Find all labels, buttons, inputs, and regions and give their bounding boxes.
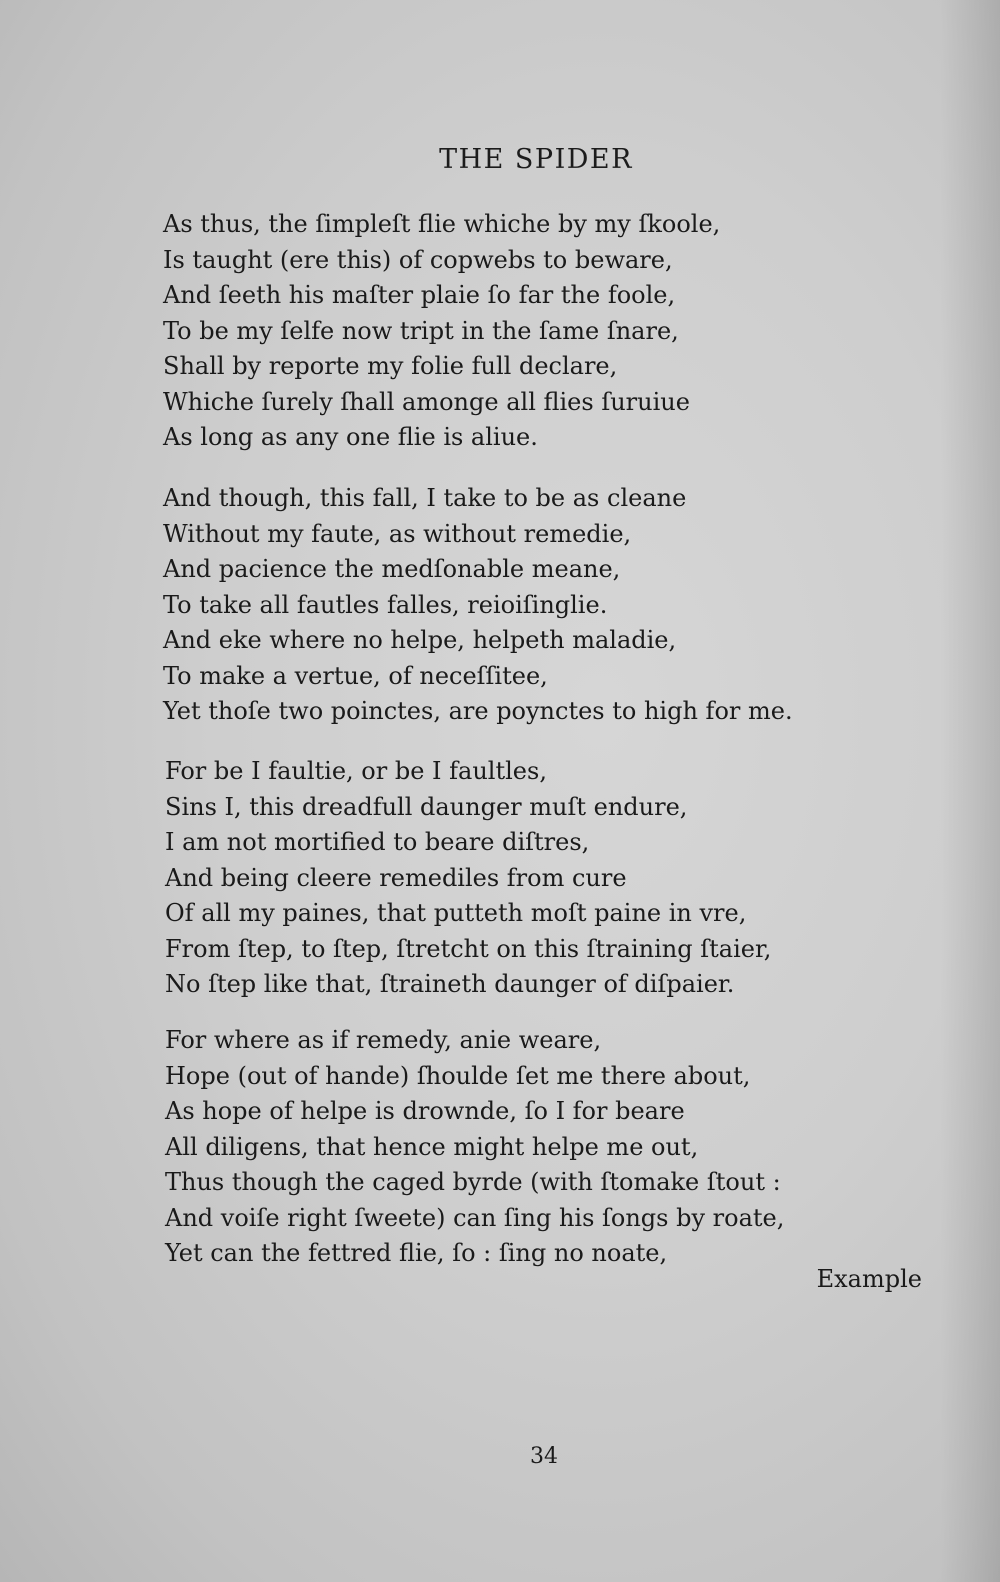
verse-line: And pacience the medſonable meane,	[163, 555, 621, 583]
verse-line: Yet thoſe two poinctes, are poynctes to high for me.	[163, 697, 793, 725]
verse-line: And though, this fall, I take to be as cleane	[163, 484, 687, 512]
verse-line: And being cleere remediles from cure	[165, 863, 627, 892]
verse-line: To take all fautles falles, reioiſinglie.	[163, 590, 608, 619]
stanza-1	[163, 207, 863, 456]
verse-line: From ſtep, to ſtep, ſtretcht on this ſtraining ſtaier,	[165, 934, 772, 963]
verse-line: Of all my paines, that putteth moſt paine in vre,	[165, 899, 747, 927]
stanza-2	[163, 481, 863, 730]
page-edge-shadow	[940, 0, 1000, 1582]
verse-line: All diligens, that hence might helpe me out,	[165, 1132, 699, 1161]
verse-line: I am not mortified to beare diſtres,	[165, 828, 590, 856]
stanza-4	[163, 1023, 863, 1272]
verse-line: For be I faultie, or be I faultles,	[165, 757, 547, 785]
verse-line: Yet can the fettred flie, ſo : ſing no noate,	[165, 1239, 668, 1267]
verse-line: For where as if remedy, anie weare,	[165, 1026, 602, 1054]
verse-line: To make a vertue, of neceſſitee,	[163, 661, 548, 690]
verse-line: Sins I, this dreadfull daunger muſt endure,	[165, 792, 688, 821]
stanza-3	[163, 754, 863, 1003]
page-number: 34	[530, 1444, 558, 1469]
verse-line: Without my faute, as without remedie,	[163, 519, 632, 548]
poem-title: THE SPIDER	[439, 144, 633, 175]
verse-line: To be my ſelfe now tript in the ſame ſnare,	[163, 316, 679, 345]
verse-line: No ſtep like that, ſtraineth daunger of diſpaier.	[165, 970, 735, 998]
verse-line: As long as any one flie is aliue.	[163, 423, 538, 451]
verse-line: Thus though the caged byrde (with ſtomake ſtout :	[165, 1168, 781, 1196]
verse-line: As hope of helpe is drownde, ſo I for beare	[165, 1097, 685, 1125]
verse-line: Shall by reporte my folie full declare,	[163, 352, 618, 380]
verse-line: Whiche ſurely ſhall amonge all flies ſuruiue	[163, 387, 690, 416]
verse-line: Hope (out of hande) ſhoulde ſet me there about,	[165, 1061, 751, 1090]
catchword: Example	[816, 1265, 922, 1293]
verse-line: As thus, the ſimpleſt flie whiche by my ſkoole,	[163, 210, 721, 238]
verse-line: And eke where no helpe, helpeth maladie,	[163, 626, 677, 654]
verse-line: And ſeeth his maſter plaie ſo far the foole,	[163, 281, 676, 309]
verse-line: Is taught (ere this) of copwebs to beware,	[163, 245, 673, 274]
verse-line: And voiſe right ſweete) can ſing his ſongs by roate,	[165, 1203, 785, 1232]
